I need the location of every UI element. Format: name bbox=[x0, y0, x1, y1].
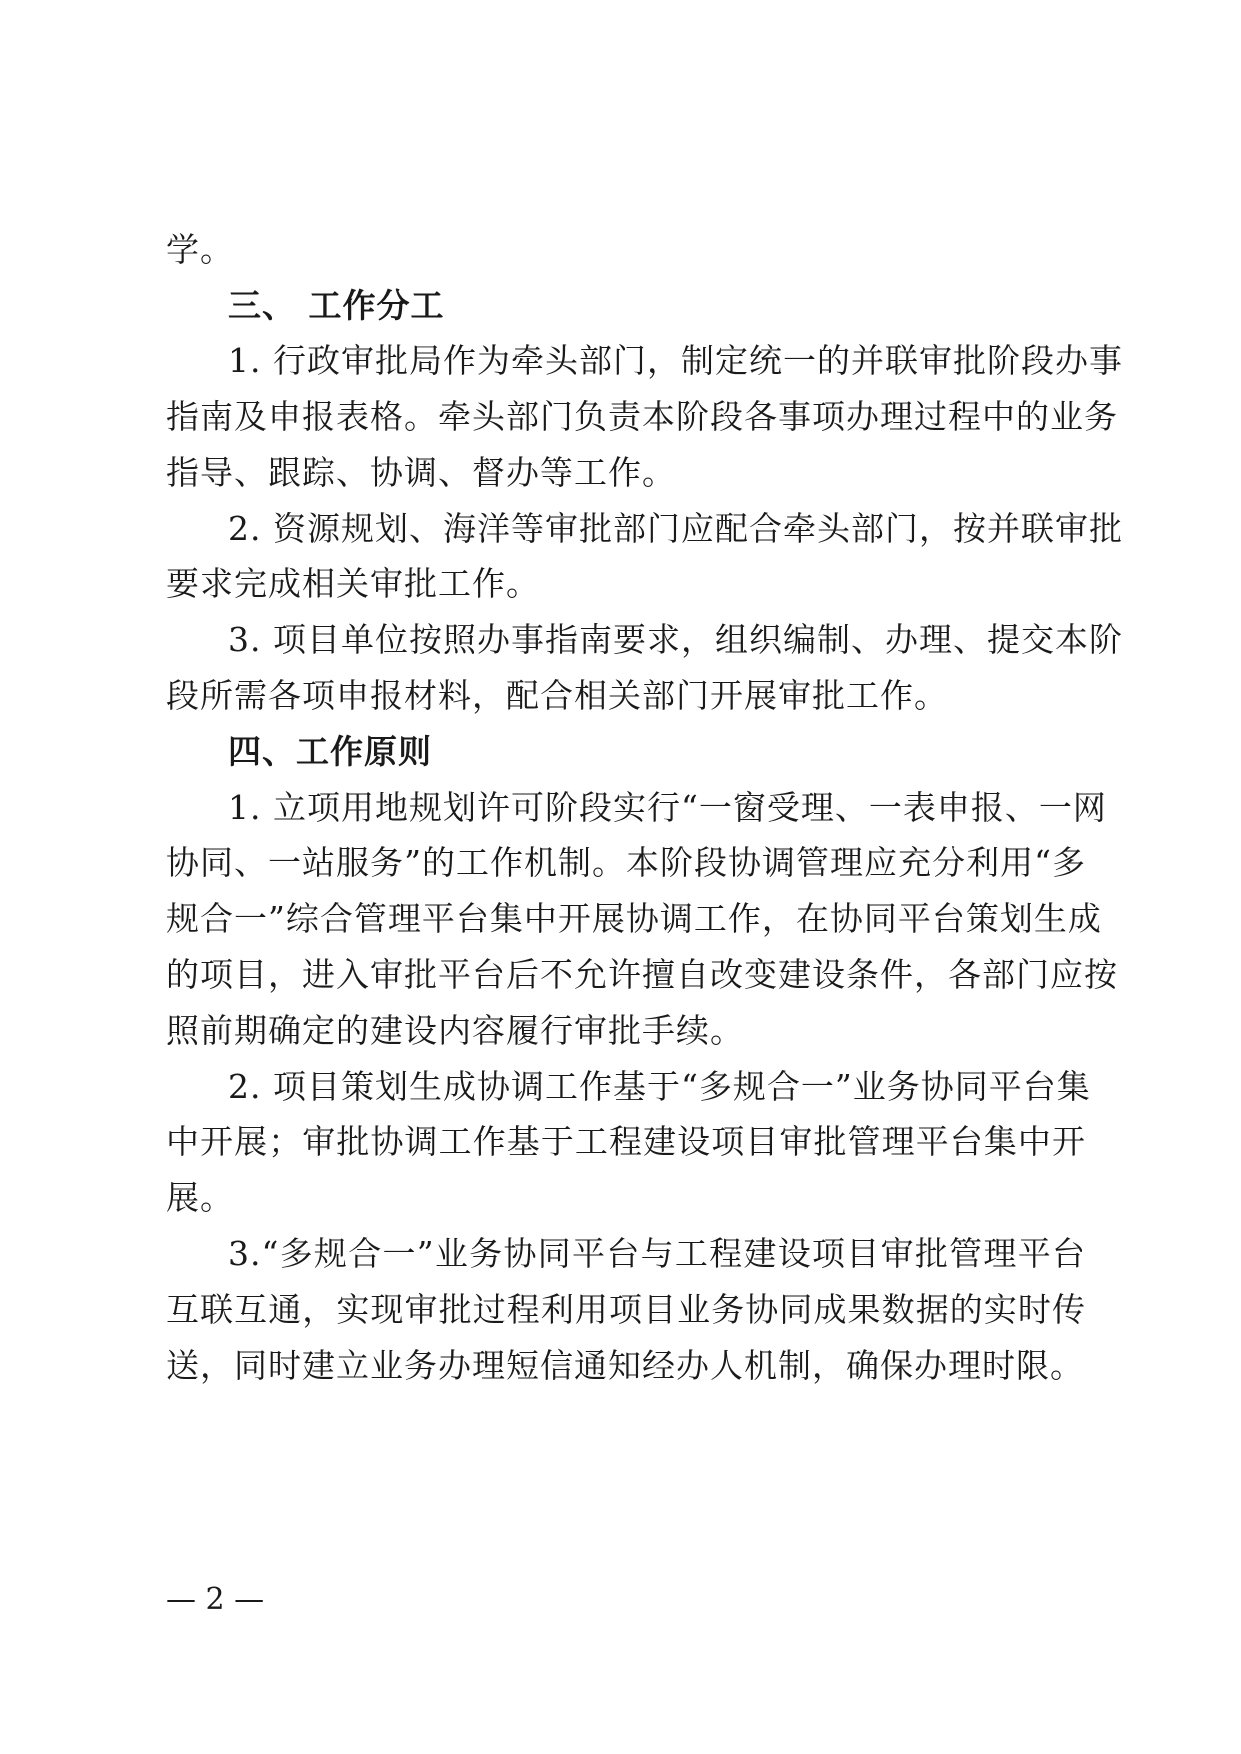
text-line: 2. 资源规划、海洋等审批部门应配合牵头部门，按并联审批 bbox=[228, 509, 1123, 548]
text-line: 3.“多规合一”业务协同平台与工程建设项目审批管理平台 bbox=[228, 1234, 1086, 1273]
text-line: 的项目，进入审批平台后不允许擅自改变建设条件，各部门应按 bbox=[166, 955, 1118, 994]
text-line: 照前期确定的建设内容履行审批手续。 bbox=[166, 1011, 744, 1050]
section-heading-work-principles: 四、工作原则 bbox=[228, 732, 432, 771]
section-heading-work-division: 三、 工作分工 bbox=[228, 286, 445, 325]
text-line: 1. 行政审批局作为牵头部门，制定统一的并联审批阶段办事 bbox=[228, 341, 1123, 380]
text-line: 指南及申报表格。牵头部门负责本阶段各事项办理过程中的业务 bbox=[166, 397, 1118, 436]
text-line: 段所需各项申报材料，配合相关部门开展审批工作。 bbox=[166, 676, 948, 715]
text-line: 1. 立项用地规划许可阶段实行“一窗受理、一表申报、一网 bbox=[228, 788, 1107, 827]
text-line: 互联互通，实现审批过程利用项目业务协同成果数据的实时传 bbox=[166, 1290, 1086, 1329]
text-line: 要求完成相关审批工作。 bbox=[166, 564, 540, 603]
text-line: 2. 项目策划生成协调工作基于“多规合一”业务协同平台集 bbox=[228, 1067, 1091, 1106]
text-line: 送，同时建立业务办理短信通知经办人机制，确保办理时限。 bbox=[166, 1346, 1084, 1385]
page-number: — 2 — bbox=[166, 1582, 265, 1617]
text-line: 规合一”综合管理平台集中开展协调工作，在协同平台策划生成 bbox=[166, 899, 1102, 938]
text-line: 学。 bbox=[166, 230, 234, 269]
text-line: 3. 项目单位按照办事指南要求，组织编制、办理、提交本阶 bbox=[228, 620, 1123, 659]
text-line: 指导、跟踪、协调、督办等工作。 bbox=[166, 453, 676, 492]
text-line: 中开展；审批协调工作基于工程建设项目审批管理平台集中开 bbox=[166, 1122, 1086, 1161]
text-line: 展。 bbox=[166, 1178, 234, 1217]
text-line: 协同、一站服务”的工作机制。本阶段协调管理应充分利用“多 bbox=[166, 843, 1086, 882]
